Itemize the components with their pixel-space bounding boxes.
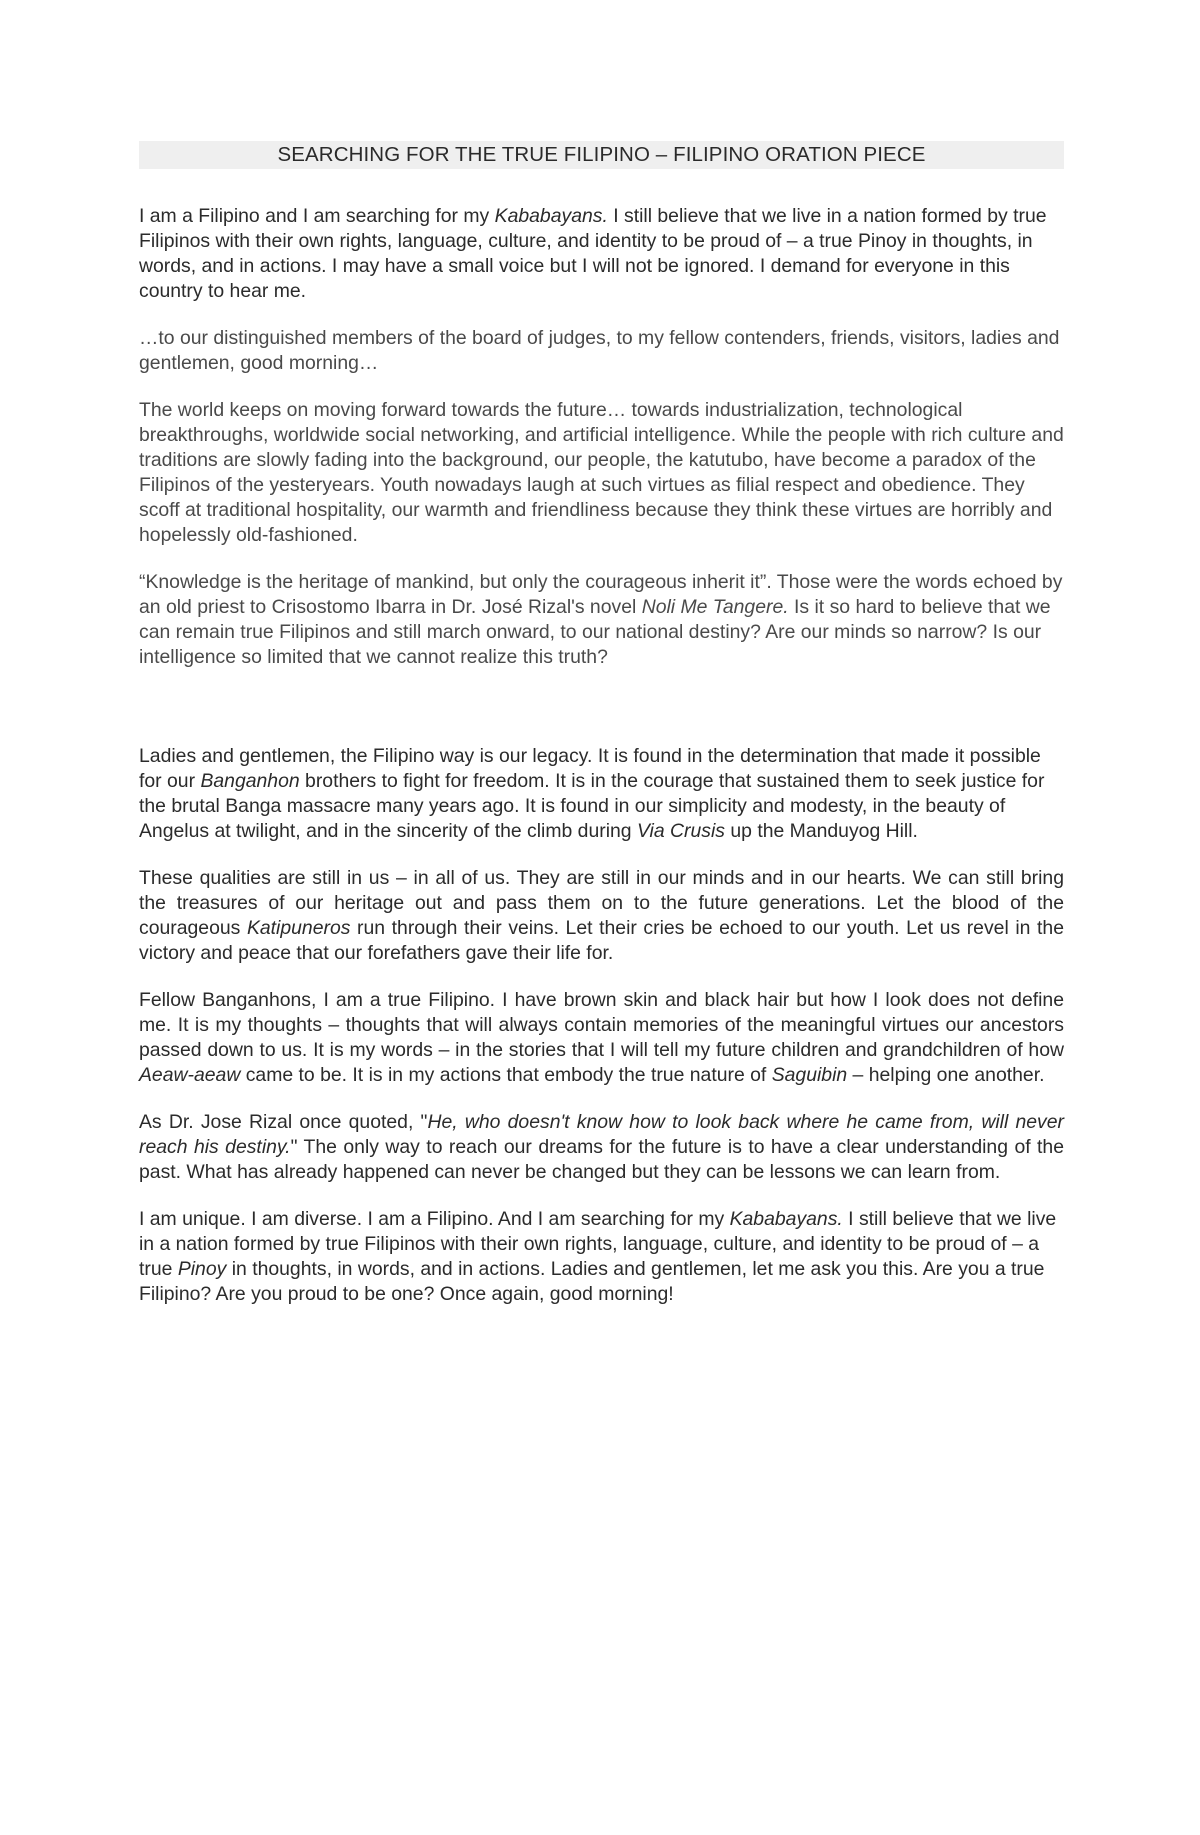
text-run: in thoughts, in words, and in actions. Ladies and gentlemen, let me ask you this. Are you a true Filipino? Are you proud to be one? Once again, good morning! bbox=[139, 1258, 1045, 1305]
italic-run: Via Crusis bbox=[636, 820, 725, 842]
text-run: " The only way to reach our dreams for the future is to have a clear understanding of the past. What has already happened can never be changed but they can be lessons we can learn from. bbox=[139, 1136, 1065, 1183]
paragraph-intro bbox=[139, 204, 1064, 304]
italic-run: Banganhon bbox=[200, 770, 300, 792]
text-run: up the Manduyog Hill. bbox=[724, 820, 918, 842]
paragraph-banganhons bbox=[139, 988, 1064, 1088]
text-run: came to be. It is in my actions that embody the true nature of bbox=[240, 1064, 772, 1086]
text-run: I still believe that we live in a nation formed by true Filipinos with their own rights, language, culture, and identity to be proud of – a true bbox=[139, 1208, 1057, 1280]
paragraph-knowledge bbox=[139, 570, 1064, 670]
paragraph-closing bbox=[139, 1207, 1064, 1307]
paragraph-qualities bbox=[139, 866, 1064, 966]
text-run: As Dr. Jose Rizal once quoted, " bbox=[139, 1111, 428, 1133]
text-run: I am unique. I am diverse. I am a Filipino. And I am searching for my bbox=[139, 1208, 730, 1230]
italic-run: Aeaw-aeaw bbox=[139, 1064, 241, 1086]
text-run: – helping one another. bbox=[847, 1064, 1045, 1086]
document-title: SEARCHING FOR THE TRUE FILIPINO – FILIPINO ORATION PIECE bbox=[139, 141, 1064, 169]
text-run: Ladies and gentlemen, the Filipino way is our legacy. It is found in the determination that made it possible for our bbox=[139, 745, 1041, 792]
italic-run: Noli Me Tangere. bbox=[641, 596, 789, 618]
paragraph-greeting: …to our distinguished members of the board of judges, to my fellow contenders, friends, visitors, ladies and gentlemen, good morning… bbox=[139, 327, 1060, 374]
text-run: run through their veins. Let their cries be echoed to our youth. Let us revel in the victory and peace that our forefathers gave their life for. bbox=[139, 917, 1064, 964]
text-run: brothers to fight for freedom. It is in the courage that sustained them to seek justice for the brutal Banga massacre many years ago. It is found in our simplicity and modesty, in the beauty of Angelus at twilight, and in the sincerity of the climb during bbox=[139, 770, 1045, 842]
text-run: Fellow Banganhons, I am a true Filipino. I have brown skin and black hair but how I look does not define me. It is my thoughts – thoughts that will always contain memories of the meaningful virtues our ancestors passed down to us. It is my words – in the stories that I will tell my future children and grandchildren of how bbox=[139, 989, 1064, 1061]
text-run: I still believe that we live in a nation formed by true Filipinos with their own rights, language, culture, and identity to be proud of – a true Pinoy in thoughts, in words, and in actions. I may have a small voice but I will not be ignored. I demand for everyone in this country to hear me. bbox=[139, 205, 1047, 302]
text-run: These qualities are still in us – in all of us. They are still in our minds and in our hearts. We can still bring the treasures of our heritage out and pass them on to the future generations. Let the blood of the courageous bbox=[139, 867, 1064, 939]
text-run: “Knowledge is the heritage of mankind, but only the courageous inherit it”. Those were the words echoed by an old priest to Crisostomo Ibarra in Dr. José Rizal's novel bbox=[139, 571, 1063, 618]
italic-run: He, who doesn't know how to look back where he came from, will never reach his destiny. bbox=[139, 1111, 1064, 1158]
italic-run: Pinoy bbox=[177, 1258, 227, 1280]
paragraph-rizal-quote bbox=[139, 1110, 1064, 1185]
text-run: I am a Filipino and I am searching for my bbox=[139, 205, 495, 227]
text-run: Is it so hard to believe that we can remain true Filipinos and still march onward, to our national destiny? Are our minds so narrow? Is our intelligence so limited that we cannot realize this truth? bbox=[139, 596, 1051, 668]
document-page bbox=[139, 141, 1064, 1307]
italic-run: Saguibin bbox=[771, 1064, 848, 1086]
italic-run: Kababayans. bbox=[494, 205, 608, 227]
paragraph-world: The world keeps on moving forward towards the future… towards industrialization, technological breakthroughs, worldwide social networking, and artificial intelligence. While the people with rich culture and traditions are slowly fading into the background, our people, the katutubo, have become a paradox of the Filipinos of the yesteryears. Youth nowadays laugh at such virtues as filial respect and obedience. They scoff at traditional hospitality, our warmth and friendliness because they think these virtues are horribly and hopelessly old-fashioned. bbox=[139, 399, 1064, 546]
italic-run: Katipuneros bbox=[246, 917, 351, 939]
italic-run: Kababayans. bbox=[729, 1208, 843, 1230]
paragraph-legacy bbox=[139, 744, 1064, 844]
